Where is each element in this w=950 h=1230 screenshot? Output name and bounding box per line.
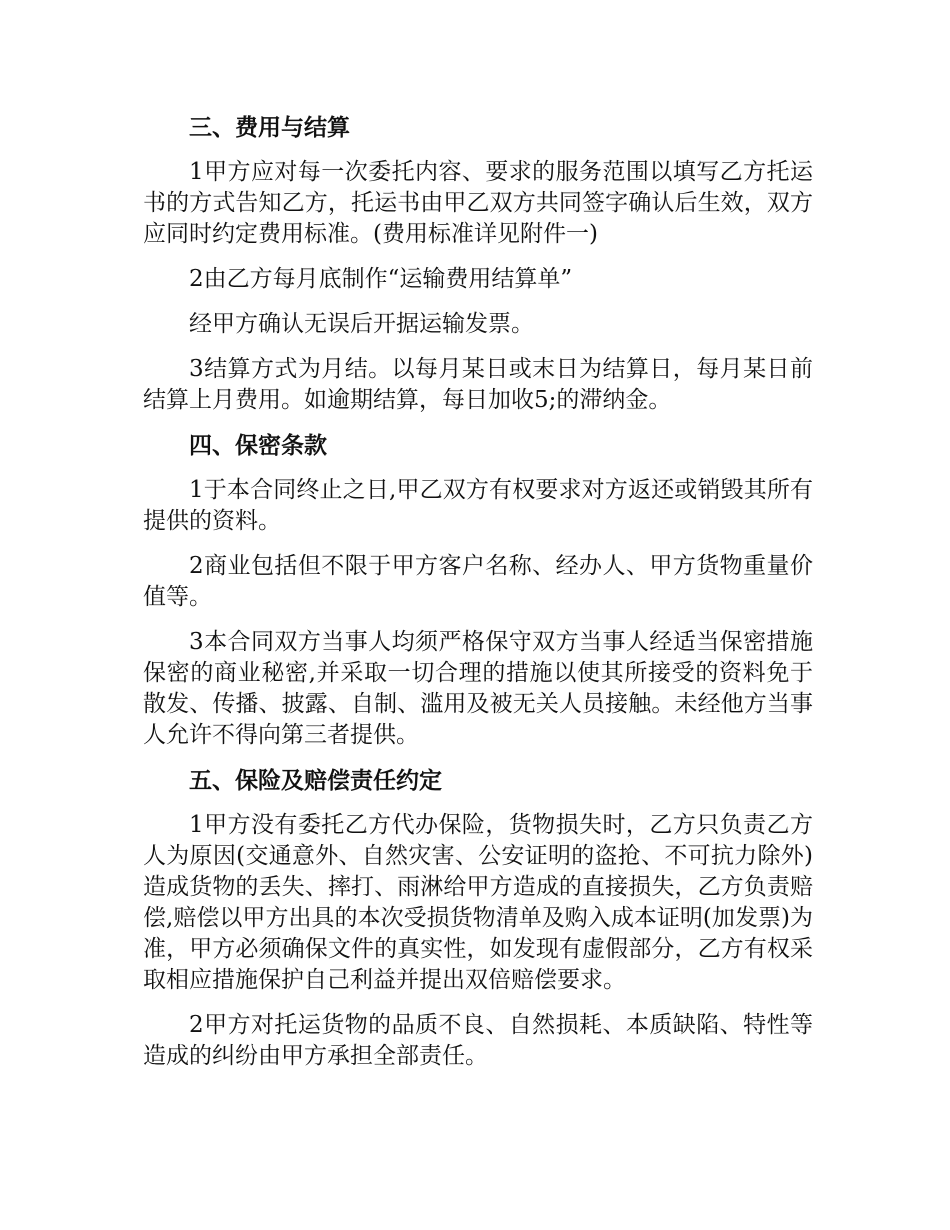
- paragraph: 2由乙方每月底制作“运输费用结算单”: [189, 266, 573, 292]
- section-heading-insurance: 五、保险及赔偿责任约定: [189, 767, 442, 794]
- paragraph: 3本合同双方当事人均须严格保守双方当事人经适当保密措施保密的商业秘密,并采取一切合理的措施以使其所接受的资料免于散发、传播、披露、自制、滥用及被无关人员接触。未经他方当事人允许不得向第三者提供。: [143, 629, 813, 748]
- paragraph: 1甲方应对每一次委托内容、要求的服务范围以填写乙方托运书的方式告知乙方，托运书由甲乙双方共同签字确认后生效，双方应同时约定费用标准。(费用标准详见附件一): [143, 159, 813, 247]
- paragraph: 1于本合同终止之日,甲乙双方有权要求对方返还或销毁其所有提供的资料。: [143, 477, 813, 534]
- section-heading-confidentiality: 四、保密条款: [189, 432, 327, 459]
- paragraph: 2商业包括但不限于甲方客户名称、经办人、甲方货物重量价值等。: [143, 553, 813, 610]
- section-heading-fees: 三、费用与结算: [189, 114, 350, 141]
- paragraph: 3结算方式为月结。以每月某日或末日为结算日，每月某日前结算上月费用。如逾期结算，每日加收5;的滞纳金。: [143, 356, 813, 413]
- paragraph: 1甲方没有委托乙方代办保险，货物损失时，乙方只负责乙方人为原因(交通意外、自然灾害、公安证明的盗抢、不可抗力除外)造成货物的丢失、摔打、雨淋给甲方造成的直接损失，乙方负责赔偿,赔偿以甲方出具的本次受损货物清单及购入成本证明(加发票)为准，甲方必须确保文件的真实性，如发现有虚假部分，乙方有权采取相应措施保护自己利益并提出双倍赔偿要求。: [143, 812, 813, 993]
- paragraph: 经甲方确认无误后开据运输发票。: [189, 311, 534, 337]
- paragraph: 2甲方对托运货物的品质不良、自然损耗、本质缺陷、特性等造成的纠纷由甲方承担全部责任。: [143, 1012, 813, 1069]
- document-page: [143, 112, 813, 1086]
